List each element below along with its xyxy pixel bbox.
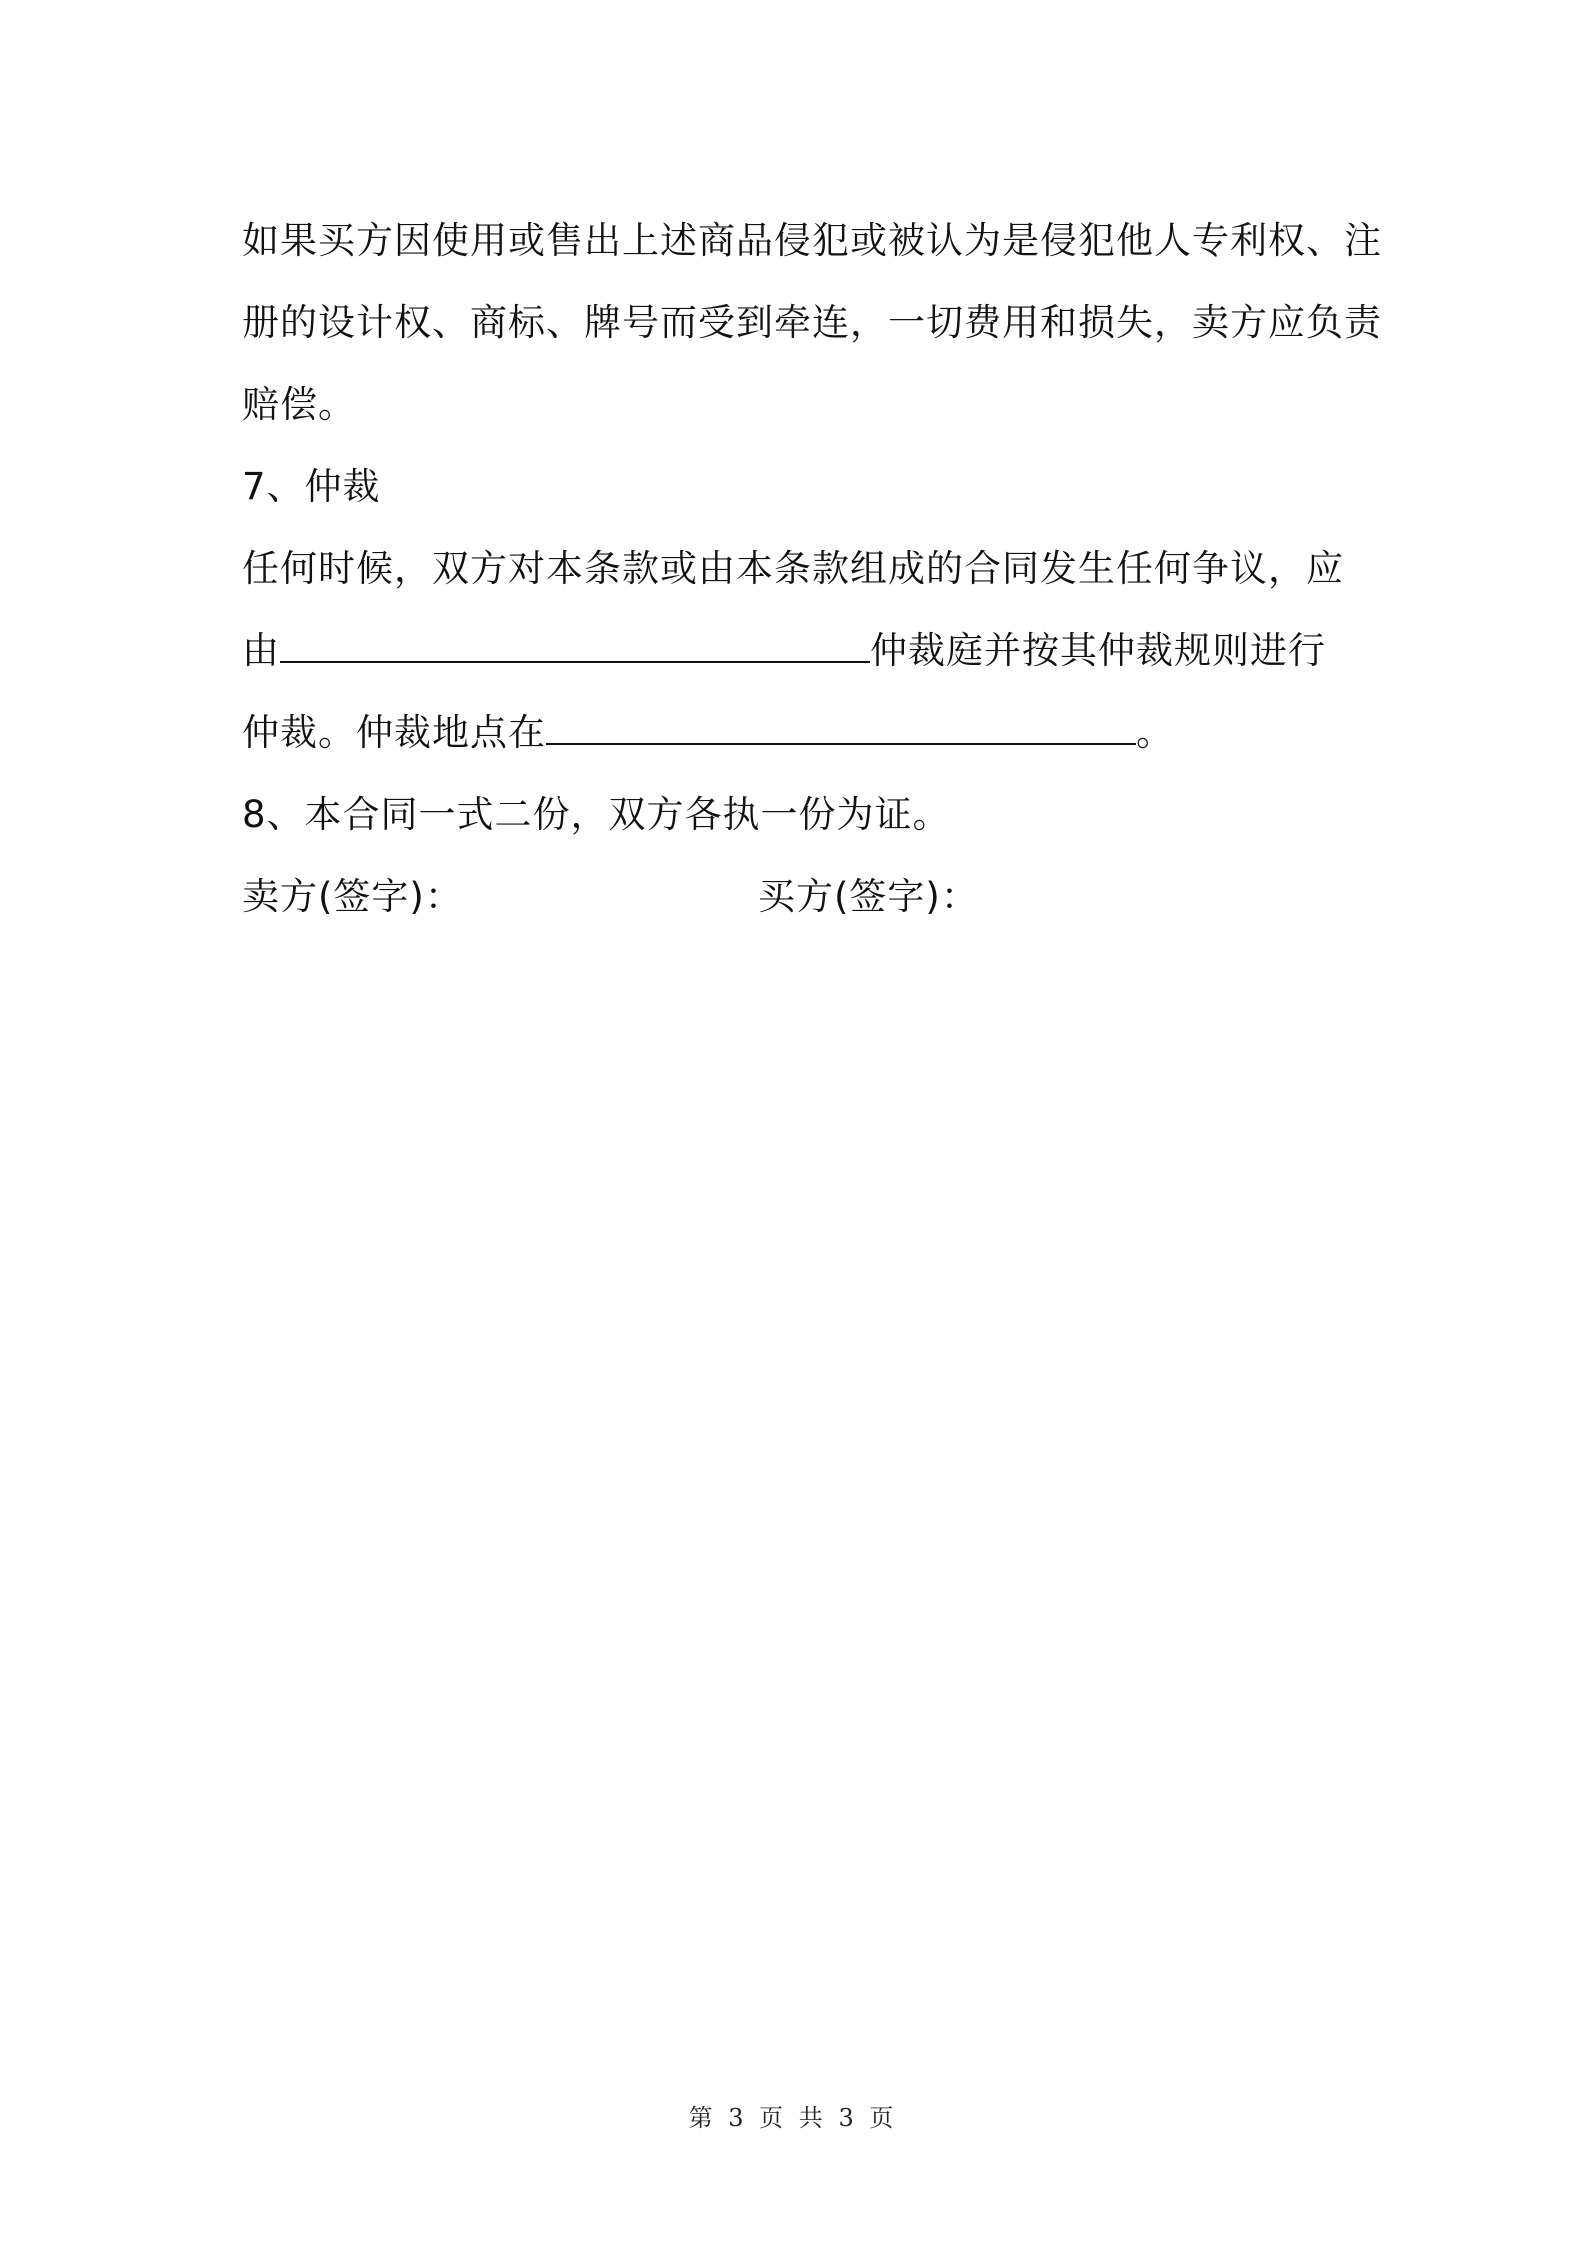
- liability-paragraph-line-3: 赔偿。: [242, 383, 356, 426]
- section-7-heading: 7、仲裁: [242, 465, 381, 508]
- arbitration-line-3-prefix: 仲裁。仲裁地点在: [242, 711, 546, 754]
- arbitration-line-3-suffix: 。: [1136, 711, 1174, 754]
- buyer-signature-label: 买方(签字)：: [758, 875, 979, 918]
- arbitration-location-blank[interactable]: [546, 709, 1136, 745]
- arbitration-line-2-prefix: 由: [242, 629, 280, 672]
- page-number-footer: 第 3 页 共 3 页: [688, 2104, 898, 2132]
- section-8-text: 8、本合同一式二份，双方各执一份为证。: [242, 793, 951, 836]
- arbitration-paragraph-line-1: 任何时候，双方对本条款或由本条款组成的合同发生任何争议，应: [242, 547, 1344, 590]
- arbitration-tribunal-blank[interactable]: [280, 627, 870, 663]
- liability-paragraph-line-1: 如果买方因使用或售出上述商品侵犯或被认为是侵犯他人专利权、注: [242, 219, 1382, 262]
- arbitration-line-2-suffix: 仲裁庭并按其仲裁规则进行: [870, 629, 1326, 672]
- document-body: [242, 200, 1382, 938]
- arbitration-paragraph-line-3: [242, 692, 1362, 774]
- arbitration-paragraph-line-2: [242, 610, 1362, 692]
- seller-signature-label: 卖方(签字)：: [242, 875, 463, 918]
- liability-paragraph-line-2: 册的设计权、商标、牌号而受到牵连，一切费用和损失，卖方应负责: [242, 301, 1382, 344]
- signature-row: [242, 856, 1362, 938]
